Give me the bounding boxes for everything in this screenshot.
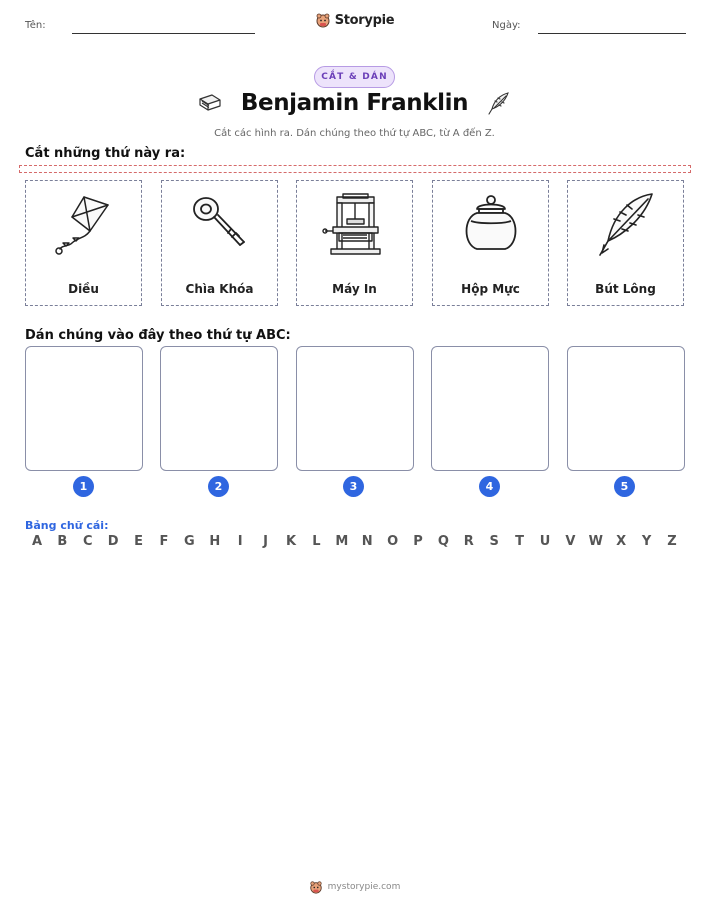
paste-number: 2 <box>208 476 229 497</box>
paste-number: 1 <box>73 476 94 497</box>
name-line <box>72 33 255 34</box>
printing-press-icon <box>321 191 390 260</box>
book-icon <box>197 90 223 116</box>
cut-card-label: Bút Lông <box>595 282 656 296</box>
cut-card-ink-pot[interactable] <box>432 180 549 306</box>
alphabet-letter: U <box>539 534 551 549</box>
brand-logo <box>0 12 709 28</box>
title-row <box>0 90 709 116</box>
brand-name: Storypie <box>334 12 395 28</box>
alphabet-letter: A <box>31 534 43 549</box>
paste-box-5[interactable] <box>567 346 685 471</box>
alphabet-label: Bảng chữ cái: <box>25 519 109 532</box>
storypie-mascot-icon <box>309 880 323 894</box>
alphabet-letter: G <box>184 534 195 549</box>
cut-card-label: Hộp Mực <box>461 282 520 296</box>
instructions: Cắt các hình ra. Dán chúng theo thứ tự ABC, từ A đến Z. <box>214 128 495 139</box>
alphabet-letter: N <box>361 534 373 549</box>
alphabet-letter: J <box>263 534 269 549</box>
cut-line <box>19 165 691 173</box>
paste-number: 5 <box>614 476 635 497</box>
alphabet-letter: T <box>515 534 525 549</box>
date-line <box>538 33 686 34</box>
alphabet-letter: F <box>159 534 169 549</box>
alphabet-letter: Z <box>667 534 677 549</box>
cut-card-key[interactable] <box>161 180 278 306</box>
footer-url: mystorypie.com <box>327 882 401 892</box>
alphabet-letter: W <box>588 534 603 549</box>
alphabet-letter: Y <box>641 534 652 549</box>
alphabet-letter: I <box>237 534 243 549</box>
alphabet-letter: M <box>335 534 349 549</box>
cut-card-label: Chìa Khóa <box>185 282 254 296</box>
cut-card-label: Diều <box>68 282 99 296</box>
alphabet-letter: E <box>134 534 144 549</box>
alphabet-letter: H <box>209 534 221 549</box>
ink-pot-icon <box>457 191 526 260</box>
alphabet-letter: R <box>463 534 474 549</box>
quill-icon <box>486 90 512 116</box>
key-icon <box>186 191 255 260</box>
alphabet-letter: S <box>489 534 499 549</box>
paste-box-3[interactable] <box>296 346 414 471</box>
alphabet-letter: B <box>57 534 68 549</box>
alphabet-letter: L <box>312 534 321 549</box>
kite-icon <box>50 191 119 260</box>
paste-number: 3 <box>343 476 364 497</box>
cut-card-quill[interactable] <box>567 180 684 306</box>
paste-box-4[interactable] <box>431 346 549 471</box>
alphabet-letter: D <box>107 534 119 549</box>
paste-number: 4 <box>479 476 500 497</box>
storypie-mascot-icon <box>315 12 331 28</box>
quill-icon <box>592 191 661 260</box>
cut-card-label: Máy In <box>332 282 377 296</box>
alphabet-letter: C <box>83 534 93 549</box>
name-label: Tên: <box>25 20 46 31</box>
paste-box-1[interactable] <box>25 346 143 471</box>
cut-section-heading: Cắt những thứ này ra: <box>25 146 186 161</box>
alphabet-letter: O <box>387 534 399 549</box>
alphabet-letter: X <box>616 534 627 549</box>
footer <box>0 880 709 894</box>
page-title: Benjamin Franklin <box>240 90 469 116</box>
alphabet-letter: V <box>565 534 576 549</box>
date-label: Ngày: <box>492 20 521 31</box>
cut-card-kite[interactable] <box>25 180 142 306</box>
activity-badge: CẮT & DÁN <box>314 66 395 88</box>
paste-section-heading: Dán chúng vào đây theo thứ tự ABC: <box>25 328 291 343</box>
alphabet-letter: Q <box>437 534 449 549</box>
paste-box-2[interactable] <box>160 346 278 471</box>
alphabet-letter: K <box>285 534 297 549</box>
cut-card-printing-press[interactable] <box>296 180 413 306</box>
alphabet-letter: P <box>413 534 423 549</box>
